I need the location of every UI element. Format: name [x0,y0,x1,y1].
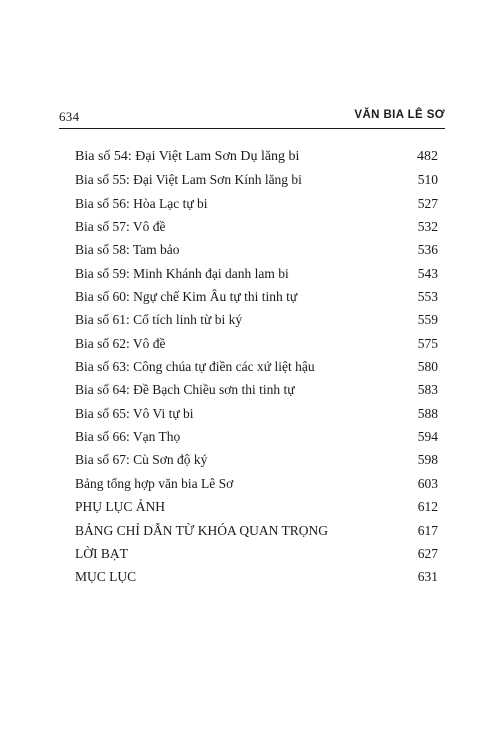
toc-entry-page: 482 [417,149,438,164]
toc-entry-page: 536 [417,242,438,258]
toc-entry-page: 510 [417,172,438,188]
toc-entry-title: Bia số 54: Đại Việt Lam Sơn Dụ lăng bi [75,149,300,164]
toc-entry[interactable] [75,336,438,359]
toc-entry[interactable] [75,149,438,172]
toc-entry[interactable] [75,219,438,242]
toc-entry-title: PHỤ LỤC ẢNH [75,499,166,515]
toc-entry-title: Bia số 62: Vô đề [75,335,166,351]
toc-entry-title: Bia số 66: Vạn Thọ [75,429,181,445]
toc-entry-title: LỜI BẠT [75,545,128,561]
toc-entry[interactable] [75,289,438,312]
toc-entry-title: Bia số 59: Minh Khánh đại danh lam bi [75,265,289,281]
toc-entry-title: Bia số 65: Vô Vi tự bi [75,405,194,421]
toc-entry-page: 559 [417,312,438,328]
toc-entry[interactable] [75,499,438,522]
toc-entry[interactable] [75,546,438,569]
toc-entry-page: 553 [417,289,438,305]
toc-entry-title: Bia số 63: Công chúa tự điền các xứ liệt hậu [75,359,315,375]
toc-entry-page: 598 [417,452,438,468]
toc-entry[interactable] [75,242,438,265]
toc-entry-page: 603 [417,475,438,491]
toc-entry[interactable] [75,452,438,475]
toc-entry-title: MỤC LỤC [75,569,137,585]
toc-entry-page: 627 [417,545,438,561]
toc-entry-page: 631 [417,569,438,585]
toc-entry-page: 588 [417,405,438,421]
toc-entry-title: Bia số 57: Vô đề [75,219,166,235]
toc-entry[interactable] [75,429,438,452]
toc-entry-title: Bia số 61: Cổ tích linh từ bi ký [75,312,243,328]
toc-entry-page: 612 [417,499,438,515]
toc-entry-title: Bia số 64: Đề Bạch Chiều sơn thi tinh tự [75,382,295,398]
toc-entry-title: Bia số 67: Cù Sơn độ ký [75,452,208,468]
toc-entry[interactable] [75,312,438,335]
toc-entry[interactable] [75,196,438,219]
toc-entry[interactable] [75,406,438,429]
toc-entry[interactable] [75,172,438,195]
toc-entry-title: Bia số 55: Đại Việt Lam Sơn Kính lăng bi [75,172,302,188]
running-header [59,109,445,131]
table-of-contents [75,149,438,593]
toc-entry-title: BẢNG CHỈ DẪN TỪ KHÓA QUAN TRỌNG [75,522,328,538]
toc-entry-page: 575 [417,335,438,351]
toc-entry[interactable] [75,359,438,382]
toc-entry-page: 617 [417,522,438,538]
toc-entry-page: 527 [417,195,438,211]
toc-entry-page: 583 [417,382,438,398]
toc-entry[interactable] [75,569,438,592]
toc-entry-page: 580 [417,359,438,375]
toc-entry[interactable] [75,476,438,499]
book-title: VĂN BIA LÊ SƠ [354,109,445,121]
toc-entry-title: Bảng tổng hợp văn bia Lê Sơ [75,475,234,491]
toc-entry-page: 594 [417,429,438,445]
toc-entry-title: Bia số 56: Hòa Lạc tự bi [75,195,208,211]
page-number: 634 [59,109,80,124]
toc-entry-page: 543 [417,265,438,281]
toc-entry[interactable] [75,523,438,546]
toc-entry-title: Bia số 58: Tam bảo [75,242,180,258]
header-rule [59,128,445,129]
toc-entry-page: 532 [417,219,438,235]
toc-entry-title: Bia số 60: Ngự chế Kim Âu tự thi tinh tự [75,289,298,305]
toc-entry[interactable] [75,266,438,289]
toc-entry[interactable] [75,382,438,405]
